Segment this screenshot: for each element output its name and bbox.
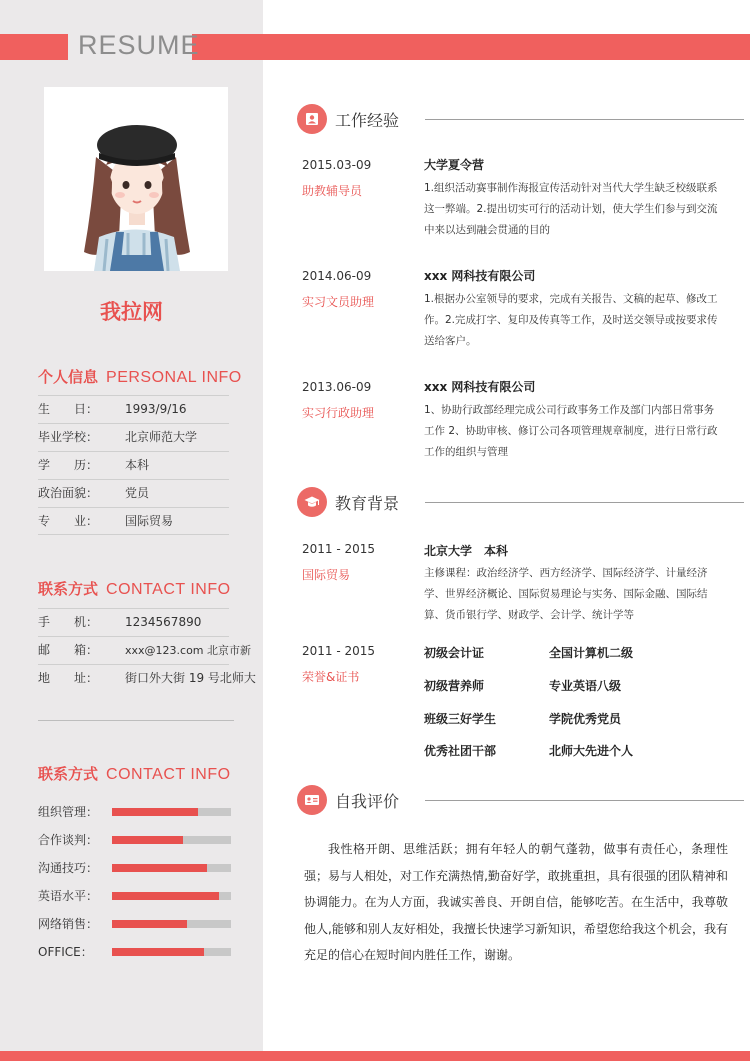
- work-date: 2014.06-09: [302, 269, 372, 283]
- info-label: 邮 箱：: [38, 643, 99, 657]
- skill-label: 网络销售：: [38, 917, 99, 931]
- info-row-degree: [38, 451, 229, 479]
- skills-title: [38, 763, 231, 784]
- info-label: 地 址：: [38, 671, 99, 685]
- self-eval-icon-circle: [297, 785, 327, 815]
- work-role: 助教辅导员: [302, 184, 363, 198]
- skill-row: [38, 942, 238, 962]
- skill-row: [38, 858, 238, 878]
- cert-item: 学院优秀党员: [549, 712, 622, 726]
- skill-bar-track: [112, 948, 231, 956]
- cert-item: 班级三好学生: [424, 712, 497, 726]
- info-label: 学 历：: [38, 458, 99, 472]
- header-bar-left: [0, 34, 68, 60]
- footer-bar: [0, 1051, 750, 1061]
- work-section-title: 工作经验: [335, 111, 400, 130]
- profile-photo: [44, 87, 228, 271]
- resume-title: RESUME: [78, 30, 200, 60]
- skill-bar-fill: [112, 864, 207, 872]
- info-label: 生 日：: [38, 402, 99, 416]
- education-courses: 主修课程：政治经济学、西方经济学、国际经济学、计量经济学、世界经济概论、国际贸易理论与实务、国际金融、国际结算、货币银行学、财政学、会计学、统计学等: [424, 567, 708, 621]
- graduation-cap-icon: [304, 494, 320, 510]
- header-bar-right: [192, 34, 750, 60]
- skill-label: 英语水平：: [38, 889, 99, 903]
- cert-item: 全国计算机二级: [549, 646, 634, 660]
- work-date: 2015.03-09: [302, 158, 372, 172]
- info-row-political: [38, 479, 229, 507]
- user-icon: [304, 111, 320, 127]
- skills-title-en: CONTACT INFO: [106, 766, 231, 783]
- skill-row: [38, 914, 238, 934]
- id-card-icon: [304, 792, 320, 808]
- skills-title-zh: 联系方式: [38, 765, 99, 783]
- work-icon-circle: [297, 104, 327, 134]
- work-org: xxx 网科技有限公司: [424, 269, 536, 283]
- skill-bar-fill: [112, 808, 198, 816]
- education-section-title: 教育背景: [335, 494, 400, 513]
- education-section-line: [425, 502, 744, 503]
- skill-label: OFFICE：: [38, 945, 93, 959]
- education-major: 国际贸易: [302, 568, 351, 582]
- work-desc: 1、协助行政部经理完成公司行政事务工作及部门内部日常事务工作 2、协助审核、修订公司各项管理规章制度，进行日常行政工作的组织与管理: [424, 404, 718, 458]
- info-row-school: [38, 423, 229, 451]
- skill-row: [38, 830, 238, 850]
- skill-bar-track: [112, 892, 231, 900]
- work-desc: 1.根据办公室领导的要求，完成有关报告、文稿的起草、修改工作。2.完成打字、复印及传真等工作，及时送交领导或按要求传送给客户。: [424, 293, 718, 347]
- cert-item: 专业英语八级: [549, 679, 622, 693]
- contact-info-title-en: CONTACT INFO: [106, 581, 231, 598]
- work-role: 实习行政助理: [302, 406, 375, 420]
- work-section-line: [425, 119, 744, 120]
- skill-bar-fill: [112, 836, 183, 844]
- education-date: 2011 - 2015: [302, 542, 376, 556]
- work-org: xxx 网科技有限公司: [424, 380, 536, 394]
- info-label: 专 业：: [38, 514, 99, 528]
- contact-info-title: [38, 578, 231, 599]
- skill-bar-track: [112, 864, 231, 872]
- cert-item: 北师大先进个人: [549, 744, 634, 758]
- info-row-email: [38, 636, 252, 664]
- work-date: 2013.06-09: [302, 380, 372, 394]
- skill-bar-track: [112, 808, 231, 816]
- info-value: xxx@123.com 北京市新: [125, 644, 252, 657]
- education-school: 北京大学 本科: [424, 544, 509, 558]
- info-row-phone: [38, 608, 229, 636]
- skill-row: [38, 886, 238, 906]
- info-row-address: [38, 664, 256, 692]
- work-desc: 1.组织活动赛事制作海报宣传活动针对当代大学生缺乏校级联系这一弊端。2.提出切实可行的活动计划，使大学生们参与到交流中来以达到融会贯通的目的: [424, 182, 718, 236]
- skill-bar-track: [112, 836, 231, 844]
- skill-row: [38, 802, 238, 822]
- work-role: 实习文员助理: [302, 295, 375, 309]
- skill-label: 组织管理：: [38, 805, 99, 819]
- skill-bar-fill: [112, 948, 204, 956]
- info-value: 1993/9/16: [125, 402, 187, 416]
- education-icon-circle: [297, 487, 327, 517]
- self-eval-section-line: [425, 800, 744, 801]
- info-value: 街口外大街 19 号北师大: [125, 671, 256, 685]
- info-value: 党员: [125, 486, 150, 500]
- work-org: 大学夏令营: [424, 158, 485, 172]
- cert-item: 优秀社团干部: [424, 744, 497, 758]
- skill-bar-fill: [112, 920, 187, 928]
- self-eval-text: 我性格开朗、思维活跃；拥有年轻人的朝气蓬勃，做事有责任心，条理性强；易与人相处，对工作充满热情,勤奋好学，敢挑重担，具有很强的团队精神和协调能力。在为人方面，我诚实善良、开朗自信，能够吃苦。在生活中，我尊敬他人,能够和别人友好相处，我擅长快速学习新知识，希望您给我这个机会，我有充足的信心在短时间内胜任工作，谢谢。: [304, 842, 728, 962]
- skill-label: 合作谈判：: [38, 833, 99, 847]
- info-value: 北京师范大学: [125, 430, 198, 444]
- skill-label: 沟通技巧：: [38, 861, 99, 875]
- info-label: 手 机：: [38, 615, 99, 629]
- personal-info-title: [38, 366, 242, 387]
- cert-item: 初级营养师: [424, 679, 485, 693]
- info-row-birthday: [38, 395, 229, 423]
- personal-info-title-en: PERSONAL INFO: [106, 369, 242, 386]
- info-label: 政治面貌：: [38, 486, 99, 500]
- info-label: 毕业学校：: [38, 430, 99, 444]
- cert-item: 初级会计证: [424, 646, 485, 660]
- contact-info-title-zh: 联系方式: [38, 580, 99, 598]
- honor-date: 2011 - 2015: [302, 644, 376, 658]
- honor-label: 荣誉&证书: [302, 670, 360, 684]
- info-value: 国际贸易: [125, 514, 174, 528]
- skill-bar-track: [112, 920, 231, 928]
- info-value: 1234567890: [125, 615, 202, 629]
- info-value: 本科: [125, 458, 150, 472]
- sidebar-divider: [38, 720, 234, 721]
- personal-info-title-zh: 个人信息: [38, 368, 99, 386]
- profile-name: 我拉网: [100, 300, 163, 324]
- portrait-illustration: [44, 87, 228, 271]
- self-eval-section-title: 自我评价: [335, 792, 400, 811]
- skill-bar-fill: [112, 892, 219, 900]
- info-row-major: [38, 507, 229, 535]
